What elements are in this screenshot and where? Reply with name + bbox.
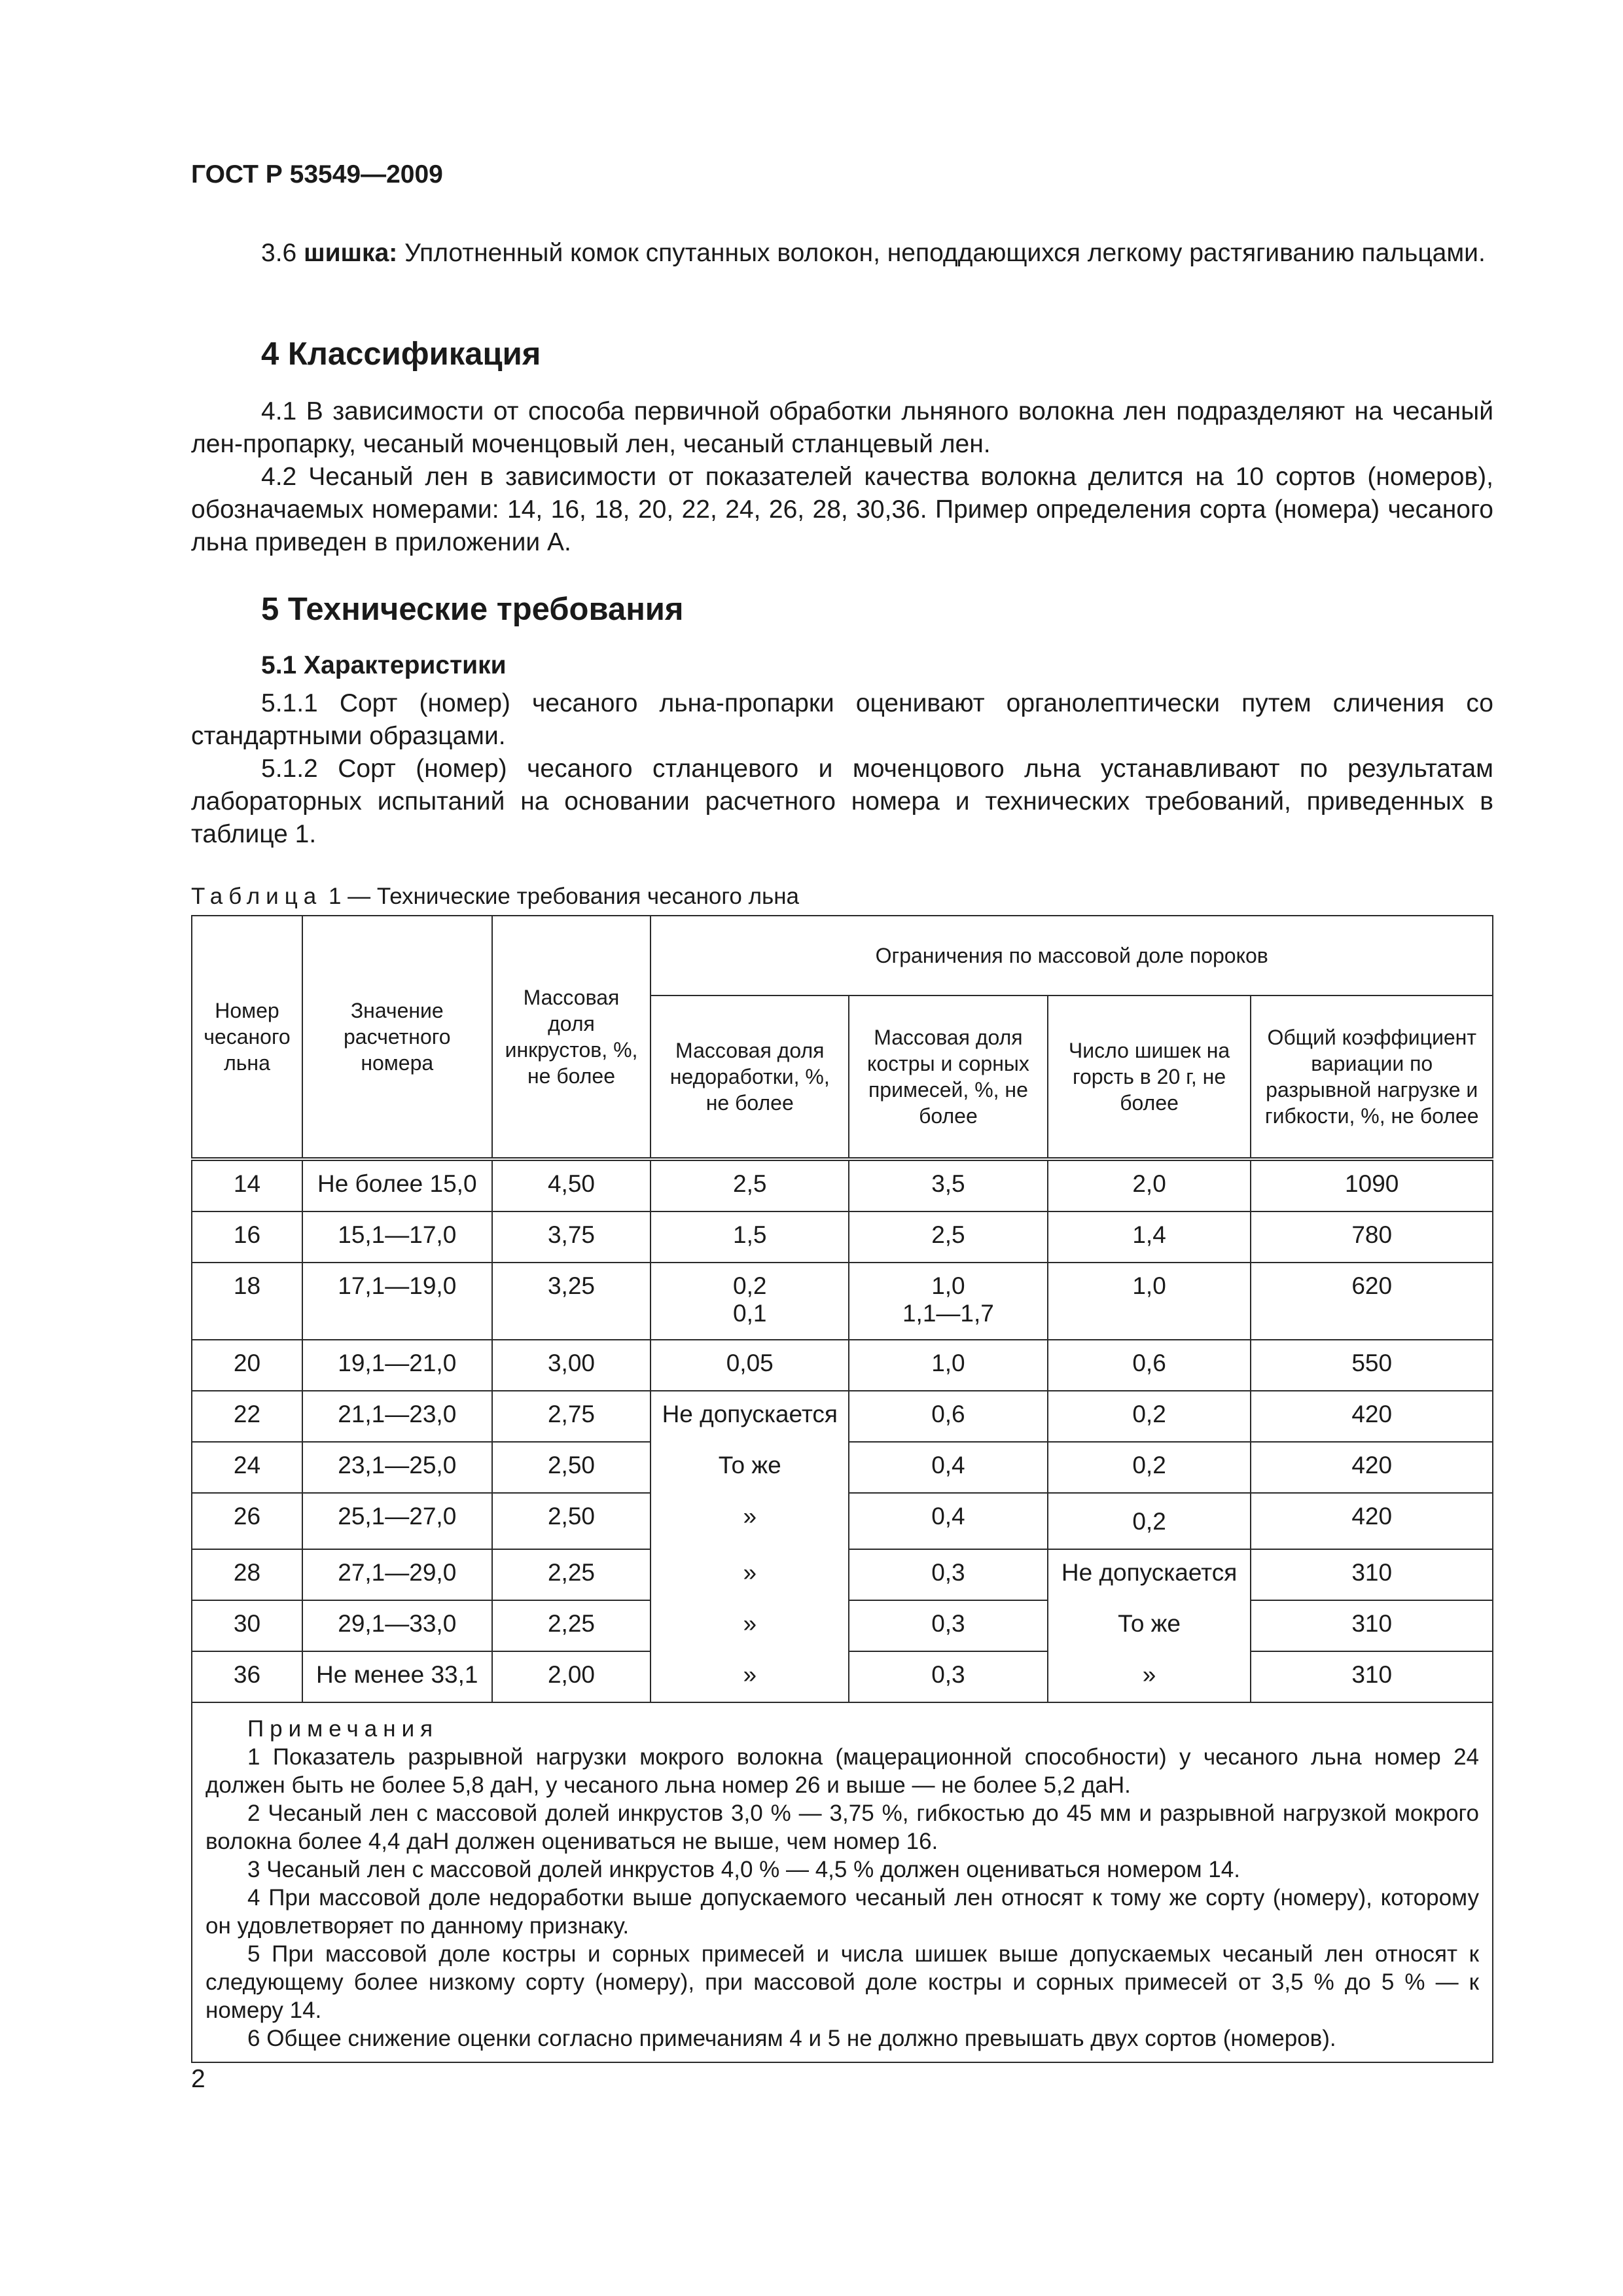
cell-underwork xyxy=(651,1263,849,1340)
section-4-title: 4 Классификация xyxy=(261,336,541,372)
cell-incrust: 2,75 xyxy=(492,1391,651,1442)
cell-shive: 0,3 xyxy=(849,1651,1048,1702)
header-number: Номер чесаного льна xyxy=(192,916,302,1159)
cell-underwork: » xyxy=(651,1493,849,1549)
cell-number: 20 xyxy=(192,1340,302,1391)
cell-variation: 310 xyxy=(1251,1600,1493,1651)
table-row xyxy=(192,1549,1493,1600)
cell-calc: 25,1—27,0 xyxy=(302,1493,492,1549)
cell-incrust: 2,50 xyxy=(492,1442,651,1493)
cell-shive: 2,5 xyxy=(849,1211,1048,1263)
cell-cones: Не допускается xyxy=(1048,1549,1251,1600)
cell-number: 28 xyxy=(192,1549,302,1600)
cell-shive: 0,3 xyxy=(849,1600,1048,1651)
cell-shive xyxy=(849,1263,1048,1340)
table-row xyxy=(192,1651,1493,1702)
cell-number: 14 xyxy=(192,1159,302,1211)
cell-shive-line2: 1,1—1,7 xyxy=(902,1300,994,1327)
cell-shive: 0,3 xyxy=(849,1549,1048,1600)
table-row xyxy=(192,1159,1493,1211)
cell-variation: 420 xyxy=(1251,1442,1493,1493)
cell-calc: 17,1—19,0 xyxy=(302,1263,492,1340)
cell-calc: 29,1—33,0 xyxy=(302,1600,492,1651)
table-caption xyxy=(191,884,799,910)
note-1: 1 Показатель разрывной нагрузки мокрого волокна (мацерационной способности) у чесаного льна номер 24 должен быть не более 5,8 даН, у чесаного льна номер 26 и выше — не более 5,2 даН. xyxy=(205,1744,1479,1798)
cell-underwork: 2,5 xyxy=(651,1159,849,1211)
term: шишка: xyxy=(304,239,398,267)
table-caption-text: 1 — Технические требования чесаного льна xyxy=(328,884,800,909)
table-row xyxy=(192,1391,1493,1442)
cell-calc: 21,1—23,0 xyxy=(302,1391,492,1442)
table-row xyxy=(192,1442,1493,1493)
definition-3-6 xyxy=(191,237,1493,270)
cell-number: 18 xyxy=(192,1263,302,1340)
table-row xyxy=(192,1263,1493,1340)
cell-shive: 3,5 xyxy=(849,1159,1048,1211)
cell-variation: 310 xyxy=(1251,1651,1493,1702)
cell-shive-line1: 1,0 xyxy=(931,1272,965,1299)
document-header: ГОСТ Р 53549—2009 xyxy=(191,160,443,188)
cell-underwork: 0,05 xyxy=(651,1340,849,1391)
cell-calc: 15,1—17,0 xyxy=(302,1211,492,1263)
subsection-5-1-title: 5.1 Характеристики xyxy=(261,651,507,679)
cell-number: 24 xyxy=(192,1442,302,1493)
cell-incrust: 2,50 xyxy=(492,1493,651,1549)
note-2: 2 Чесаный лен с массовой долей инкрустов 3,0 % — 3,75 %, гибкостью до 45 мм и разрывной нагрузкой мокрого волокна более 4,4 даН должен оцениваться не выше, чем номер 16. xyxy=(205,1801,1479,1854)
cell-incrust: 2,25 xyxy=(492,1549,651,1600)
cell-variation: 420 xyxy=(1251,1493,1493,1549)
clause-5-1-1: 5.1.1 Сорт (номер) чесаного льна-пропарки оценивают органолептически путем сличения со стандартными образцами. xyxy=(191,689,1493,750)
table-notes xyxy=(192,1702,1493,2062)
cell-underwork-line2: 0,1 xyxy=(733,1300,767,1327)
cell-underwork: » xyxy=(651,1600,849,1651)
note-4: 4 При массовой доле недоработки выше допускаемого чесаный лен относят к тому же сорту (номеру), которому он удовлетворяет по данному признаку. xyxy=(205,1885,1479,1939)
cell-calc: Не менее 33,1 xyxy=(302,1651,492,1702)
cell-calc: 19,1—21,0 xyxy=(302,1340,492,1391)
header-calc-value: Значение расчетного номера xyxy=(302,916,492,1159)
cell-incrust: 3,25 xyxy=(492,1263,651,1340)
cell-underwork: 1,5 xyxy=(651,1211,849,1263)
header-defects-group: Ограничения по массовой доле пороков xyxy=(651,916,1493,996)
requirements-table xyxy=(191,915,1493,2063)
note-5: 5 При массовой доле костры и сорных примесей и числа шишек выше допускаемых чесаный лен относят к следующему более низкому сорту (номеру), при массовой доле костры и сорных примесей от 3,5 % до 5 % — к номеру 14. xyxy=(205,1941,1479,2023)
table-row xyxy=(192,1493,1493,1549)
header-incrust: Массовая доля инкрустов, %, не более xyxy=(492,916,651,1159)
cell-calc: 27,1—29,0 xyxy=(302,1549,492,1600)
notes-title: Примечания xyxy=(247,1716,439,1742)
cell-underwork: » xyxy=(651,1651,849,1702)
cell-underwork: То же xyxy=(651,1442,849,1493)
cell-cones: 2,0 xyxy=(1048,1159,1251,1211)
cell-incrust: 2,00 xyxy=(492,1651,651,1702)
cell-shive: 0,4 xyxy=(849,1442,1048,1493)
cell-variation: 310 xyxy=(1251,1549,1493,1600)
table-caption-word: Таблица xyxy=(191,884,323,909)
cell-number: 16 xyxy=(192,1211,302,1263)
cell-cones: 0,2 xyxy=(1048,1493,1251,1549)
header-underwork: Массовая доля недоработки, %, не более xyxy=(651,996,849,1159)
table-row xyxy=(192,1211,1493,1263)
cell-cones: » xyxy=(1048,1651,1251,1702)
cell-cones: 1,0 xyxy=(1048,1263,1251,1340)
cell-shive: 1,0 xyxy=(849,1340,1048,1391)
cell-incrust: 3,75 xyxy=(492,1211,651,1263)
cell-underwork: Не допускается xyxy=(651,1391,849,1442)
cell-number: 22 xyxy=(192,1391,302,1442)
cell-calc: 23,1—25,0 xyxy=(302,1442,492,1493)
cell-incrust: 4,50 xyxy=(492,1159,651,1211)
header-variation: Общий коэффициент вариации по разрывной нагрузке и гибкости, %, не более xyxy=(1251,996,1493,1159)
cell-underwork-line1: 0,2 xyxy=(733,1272,767,1299)
table-row xyxy=(192,1340,1493,1391)
cell-cones: То же xyxy=(1048,1600,1251,1651)
cell-variation: 780 xyxy=(1251,1211,1493,1263)
header-shive: Массовая доля костры и сорных примесей, %, не более xyxy=(849,996,1048,1159)
table-row xyxy=(192,1600,1493,1651)
cell-variation: 420 xyxy=(1251,1391,1493,1442)
cell-number: 26 xyxy=(192,1493,302,1549)
clause-5-1-2: 5.1.2 Сорт (номер) чесаного стланцевого и моченцового льна устанавливают по результатам лабораторных испытаний на основании расчетного номера и технических требований, приведенных в таблице 1. xyxy=(191,755,1493,848)
cell-variation: 620 xyxy=(1251,1263,1493,1340)
cell-cones: 0,6 xyxy=(1048,1340,1251,1391)
header-cones: Число шишек на горсть в 20 г, не более xyxy=(1048,996,1251,1159)
clause-4-2: 4.2 Чесаный лен в зависимости от показателей качества волокна делится на 10 сортов (номеров), обозначаемых номерами: 14, 16, 18, 20, 22, 24, 26, 28, 30,36. Пример определения сорта (номера) чесаного льна приведен в приложении А. xyxy=(191,463,1493,556)
cell-shive: 0,6 xyxy=(849,1391,1048,1442)
cell-number: 30 xyxy=(192,1600,302,1651)
cell-underwork: » xyxy=(651,1549,849,1600)
cell-incrust: 3,00 xyxy=(492,1340,651,1391)
cell-calc: Не более 15,0 xyxy=(302,1159,492,1211)
cell-variation: 550 xyxy=(1251,1340,1493,1391)
cell-incrust: 2,25 xyxy=(492,1600,651,1651)
clause-number: 3.6 xyxy=(261,239,297,267)
definition-text: Уплотненный комок спутанных волокон, неподдающихся легкому растягиванию пальцами. xyxy=(404,239,1486,267)
cell-cones: 0,2 xyxy=(1048,1442,1251,1493)
note-3: 3 Чесаный лен с массовой долей инкрустов 4,0 % — 4,5 % должен оцениваться номером 14. xyxy=(247,1857,1240,1882)
cell-number: 36 xyxy=(192,1651,302,1702)
page-number: 2 xyxy=(191,2065,205,2093)
cell-variation: 1090 xyxy=(1251,1159,1493,1211)
cell-shive: 0,4 xyxy=(849,1493,1048,1549)
note-6: 6 Общее снижение оценки согласно примечаниям 4 и 5 не должно превышать двух сортов (номеров). xyxy=(247,2026,1336,2051)
cell-cones: 0,2 xyxy=(1048,1391,1251,1442)
section-5-title: 5 Технические требования xyxy=(261,592,684,627)
cell-cones: 1,4 xyxy=(1048,1211,1251,1263)
clause-4-1: 4.1 В зависимости от способа первичной обработки льняного волокна лен подразделяют на чесаный лен-пропарку, чесаный моченцовый лен, чесаный стланцевый лен. xyxy=(191,397,1493,458)
notes-row xyxy=(192,1702,1493,2062)
